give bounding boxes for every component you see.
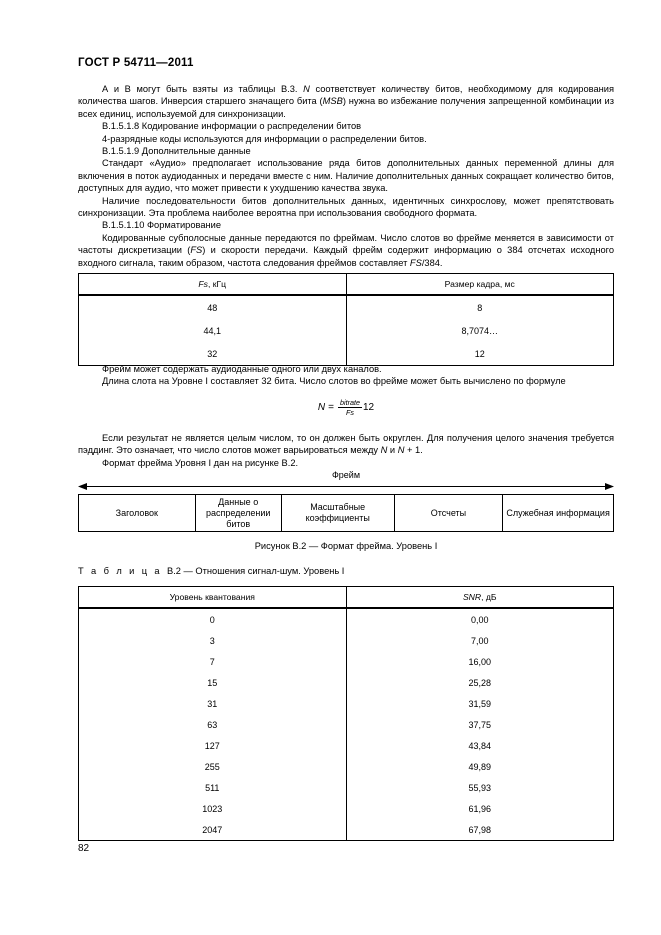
table-snr-cell-3-0: 15 (79, 672, 347, 693)
table-fs-head (79, 274, 614, 296)
table-snr-cell-1-0: 3 (79, 630, 347, 651)
text-run: ) и скорости передачи. Каждый фрейм содержит информацию о 384 отсчетах исходного входного сигнала, таким образом, частота следования фреймов составляет (78, 245, 615, 268)
table-row (79, 630, 614, 651)
frame-structure-table (78, 494, 614, 532)
table-snr-cell-6-0: 127 (79, 735, 347, 756)
paragraph-p11 (78, 432, 614, 457)
table-fs-cell-0-1: 8 (346, 295, 614, 319)
table-row (79, 693, 614, 714)
paragraph-p2 (78, 120, 614, 132)
table-snr-header-cell-0: Уровень квантования (79, 587, 347, 609)
table-snr-body (79, 608, 614, 841)
frame-structure-row (79, 495, 614, 532)
table-snr-cell-9-0: 1023 (79, 798, 347, 819)
figure-span-arrow (78, 482, 614, 491)
paragraph-p7 (78, 219, 614, 231)
figure-caption: Рисунок В.2 — Формат фрейма. Уровень I (254, 541, 438, 551)
table-snr-cell-9-1: 61,96 (346, 798, 614, 819)
text-run: А и В могут быть взяты из таблицы В.3. (102, 84, 304, 94)
formula-denominator: Fs (345, 408, 354, 417)
table-snr-cell-0-0: 0 (79, 608, 347, 630)
table-snr (78, 586, 614, 841)
table-fs (78, 273, 614, 366)
table-snr-cell-10-1: 67,98 (346, 819, 614, 841)
table-snr-cell-2-1: 16,00 (346, 651, 614, 672)
table-fs-wrapper (78, 273, 614, 366)
table-snr-cell-4-0: 31 (79, 693, 347, 714)
text-run: и (387, 445, 398, 456)
frame-cell-2: Масштабные коэффициенты (281, 495, 394, 532)
table-fs-cell-2-1: 12 (346, 342, 614, 366)
table-snr-head (79, 587, 614, 609)
table-snr-cell-5-1: 37,75 (346, 714, 614, 735)
formula-multiplier: 12 (362, 402, 375, 414)
fs-units: , кГц (207, 279, 227, 289)
text-run: ) нужна во избежание получения запрещенной комбинации из всех единиц, используемой для синхронизации. (78, 96, 614, 119)
table-snr-cell-10-0: 2047 (79, 819, 347, 841)
italic-term: N (303, 84, 310, 94)
table-snr-cell-2-0: 7 (79, 651, 347, 672)
table-row (79, 295, 614, 319)
page-number: 82 (78, 843, 90, 854)
paragraph-p12 (78, 457, 614, 469)
italic-term: FS (409, 257, 422, 268)
text-run: Кодированные субполосные данные передаются по фреймам. Число слотов во фрейме меняется в зависимости от частоты дискретизации ( (78, 232, 614, 256)
table-row (79, 798, 614, 819)
paragraph-p4 (78, 145, 614, 157)
frame-cell-0: Заголовок (79, 495, 196, 532)
table-fs-header-cell-0 (79, 274, 347, 296)
text-run: Длина слота на Уровне I составляет 32 бита. Число слотов во фрейме может быть вычислено по формуле (102, 376, 566, 387)
table-snr-cell-5-0: 63 (79, 714, 347, 735)
italic-term: FS (190, 245, 203, 256)
formula-numerator: bitrate (339, 398, 360, 407)
paragraph-p9 (78, 363, 614, 375)
table-snr-cell-6-1: 43,84 (346, 735, 614, 756)
paragraph-p3 (78, 133, 614, 145)
body-text-middle (78, 363, 614, 388)
table-fs-body (79, 295, 614, 366)
text-run: В.1.5.1.9 Дополнительные данные (102, 146, 251, 157)
table-snr-cell-7-1: 49,89 (346, 756, 614, 777)
body-text-after-formula (78, 432, 614, 469)
table-row (79, 342, 614, 366)
table-snr-wrapper (78, 586, 614, 841)
table-row (79, 714, 614, 735)
table-snr-cell-8-1: 55,93 (346, 777, 614, 798)
text-run: В.1.5.1.10 Форматирование (102, 220, 222, 231)
table-snr-caption (78, 566, 344, 576)
text-run: Наличие последовательности битов дополнительных данных, идентичных синхрослову, может препятствовать синхронизации. Эта проблема наиболее вероятна при использования свободного формата. (78, 195, 614, 219)
formula-lhs: N (317, 402, 326, 414)
standard-header: ГОСТ Р 54711—2011 (78, 57, 194, 69)
text-run: /384. (421, 257, 443, 268)
table-row (79, 756, 614, 777)
italic-term: MSB (322, 96, 343, 107)
text-run: В.1.5.1.8 Кодирование информации о распределении битов (102, 121, 362, 132)
paragraph-p6 (78, 195, 614, 220)
text-run: Формат фрейма Уровня I дан на рисунке В.2. (102, 457, 299, 468)
table-snr-cell-7-0: 255 (79, 756, 347, 777)
table-snr-caption-prefix: Т а б л и ц а (78, 566, 162, 576)
table-fs-cell-0-0: 48 (79, 295, 347, 319)
table-snr-cell-0-1: 0,00 (346, 608, 614, 630)
body-text-top (78, 83, 614, 269)
table-fs-cell-2-0: 32 (79, 342, 347, 366)
text-run: Стандарт «Аудио» предполагает использование ряда битов дополнительных данных переменной длины для включения в поток аудиоданных и передачи вместе с ним. Наличие дополнительных данных сокращает количество битов, доступных для аудио, что может привести к ухудшению качества звука. (78, 158, 614, 194)
fs-symbol: Fs (198, 279, 208, 289)
paragraph-p1 (78, 83, 614, 120)
table-fs-header-row (79, 274, 614, 296)
formula-equals: = (328, 402, 334, 414)
frame-format-figure (78, 470, 614, 532)
text-run: соответствует количеству битов, необходимому для кодирования количества шагов. Инверсия старшего значащего бита ( (78, 84, 614, 107)
table-snr-cell-1-1: 7,00 (346, 630, 614, 651)
paragraph-p5 (78, 157, 614, 194)
paragraph-p10 (78, 375, 614, 387)
table-row (79, 608, 614, 630)
double-arrow-icon (78, 482, 614, 491)
formula-fraction (338, 398, 362, 417)
table-snr-cell-3-1: 25,28 (346, 672, 614, 693)
table-snr-cell-4-1: 31,59 (346, 693, 614, 714)
table-row (79, 777, 614, 798)
formula-slots-per-frame (78, 398, 614, 417)
italic-term: N (397, 445, 405, 456)
frame-structure-body (79, 495, 614, 532)
table-row (79, 735, 614, 756)
frame-cell-4: Служебная информация (503, 495, 614, 532)
table-fs-cell-1-1: 8,7074… (346, 319, 614, 342)
table-snr-caption-rest: В.2 — Отношения сигнал-шум. Уровень I (167, 566, 345, 576)
table-row (79, 319, 614, 342)
table-snr-header-row (79, 587, 614, 609)
table-row (79, 651, 614, 672)
figure-top-label: Фрейм (331, 470, 361, 480)
text-run: 4-разрядные коды используются для информации о распределении битов. (102, 133, 427, 144)
table-row (79, 819, 614, 841)
frame-cell-3: Отсчеты (394, 495, 503, 532)
italic-term: N (380, 445, 388, 456)
table-snr-header-cell-1 (346, 587, 614, 609)
paragraph-p8 (78, 232, 614, 269)
table-snr-cell-8-0: 511 (79, 777, 347, 798)
table-row (79, 672, 614, 693)
table-fs-header-cell-1: Размер кадра, мс (346, 274, 614, 296)
snr-symbol: SNR (462, 592, 482, 602)
frame-cell-1: Данные о распределении битов (195, 495, 281, 532)
text-run: Если результат не является целым числом, то он должен быть округлен. Для получения целого значения требуется пэддинг. Это означает, что число слотов может варьироваться между (78, 433, 614, 456)
text-run: + 1. (404, 445, 423, 456)
text-run: Фрейм может содержать аудиоданные одного или двух каналов. (102, 364, 382, 374)
snr-units: , дБ (481, 592, 497, 602)
table-fs-cell-1-0: 44,1 (79, 319, 347, 342)
